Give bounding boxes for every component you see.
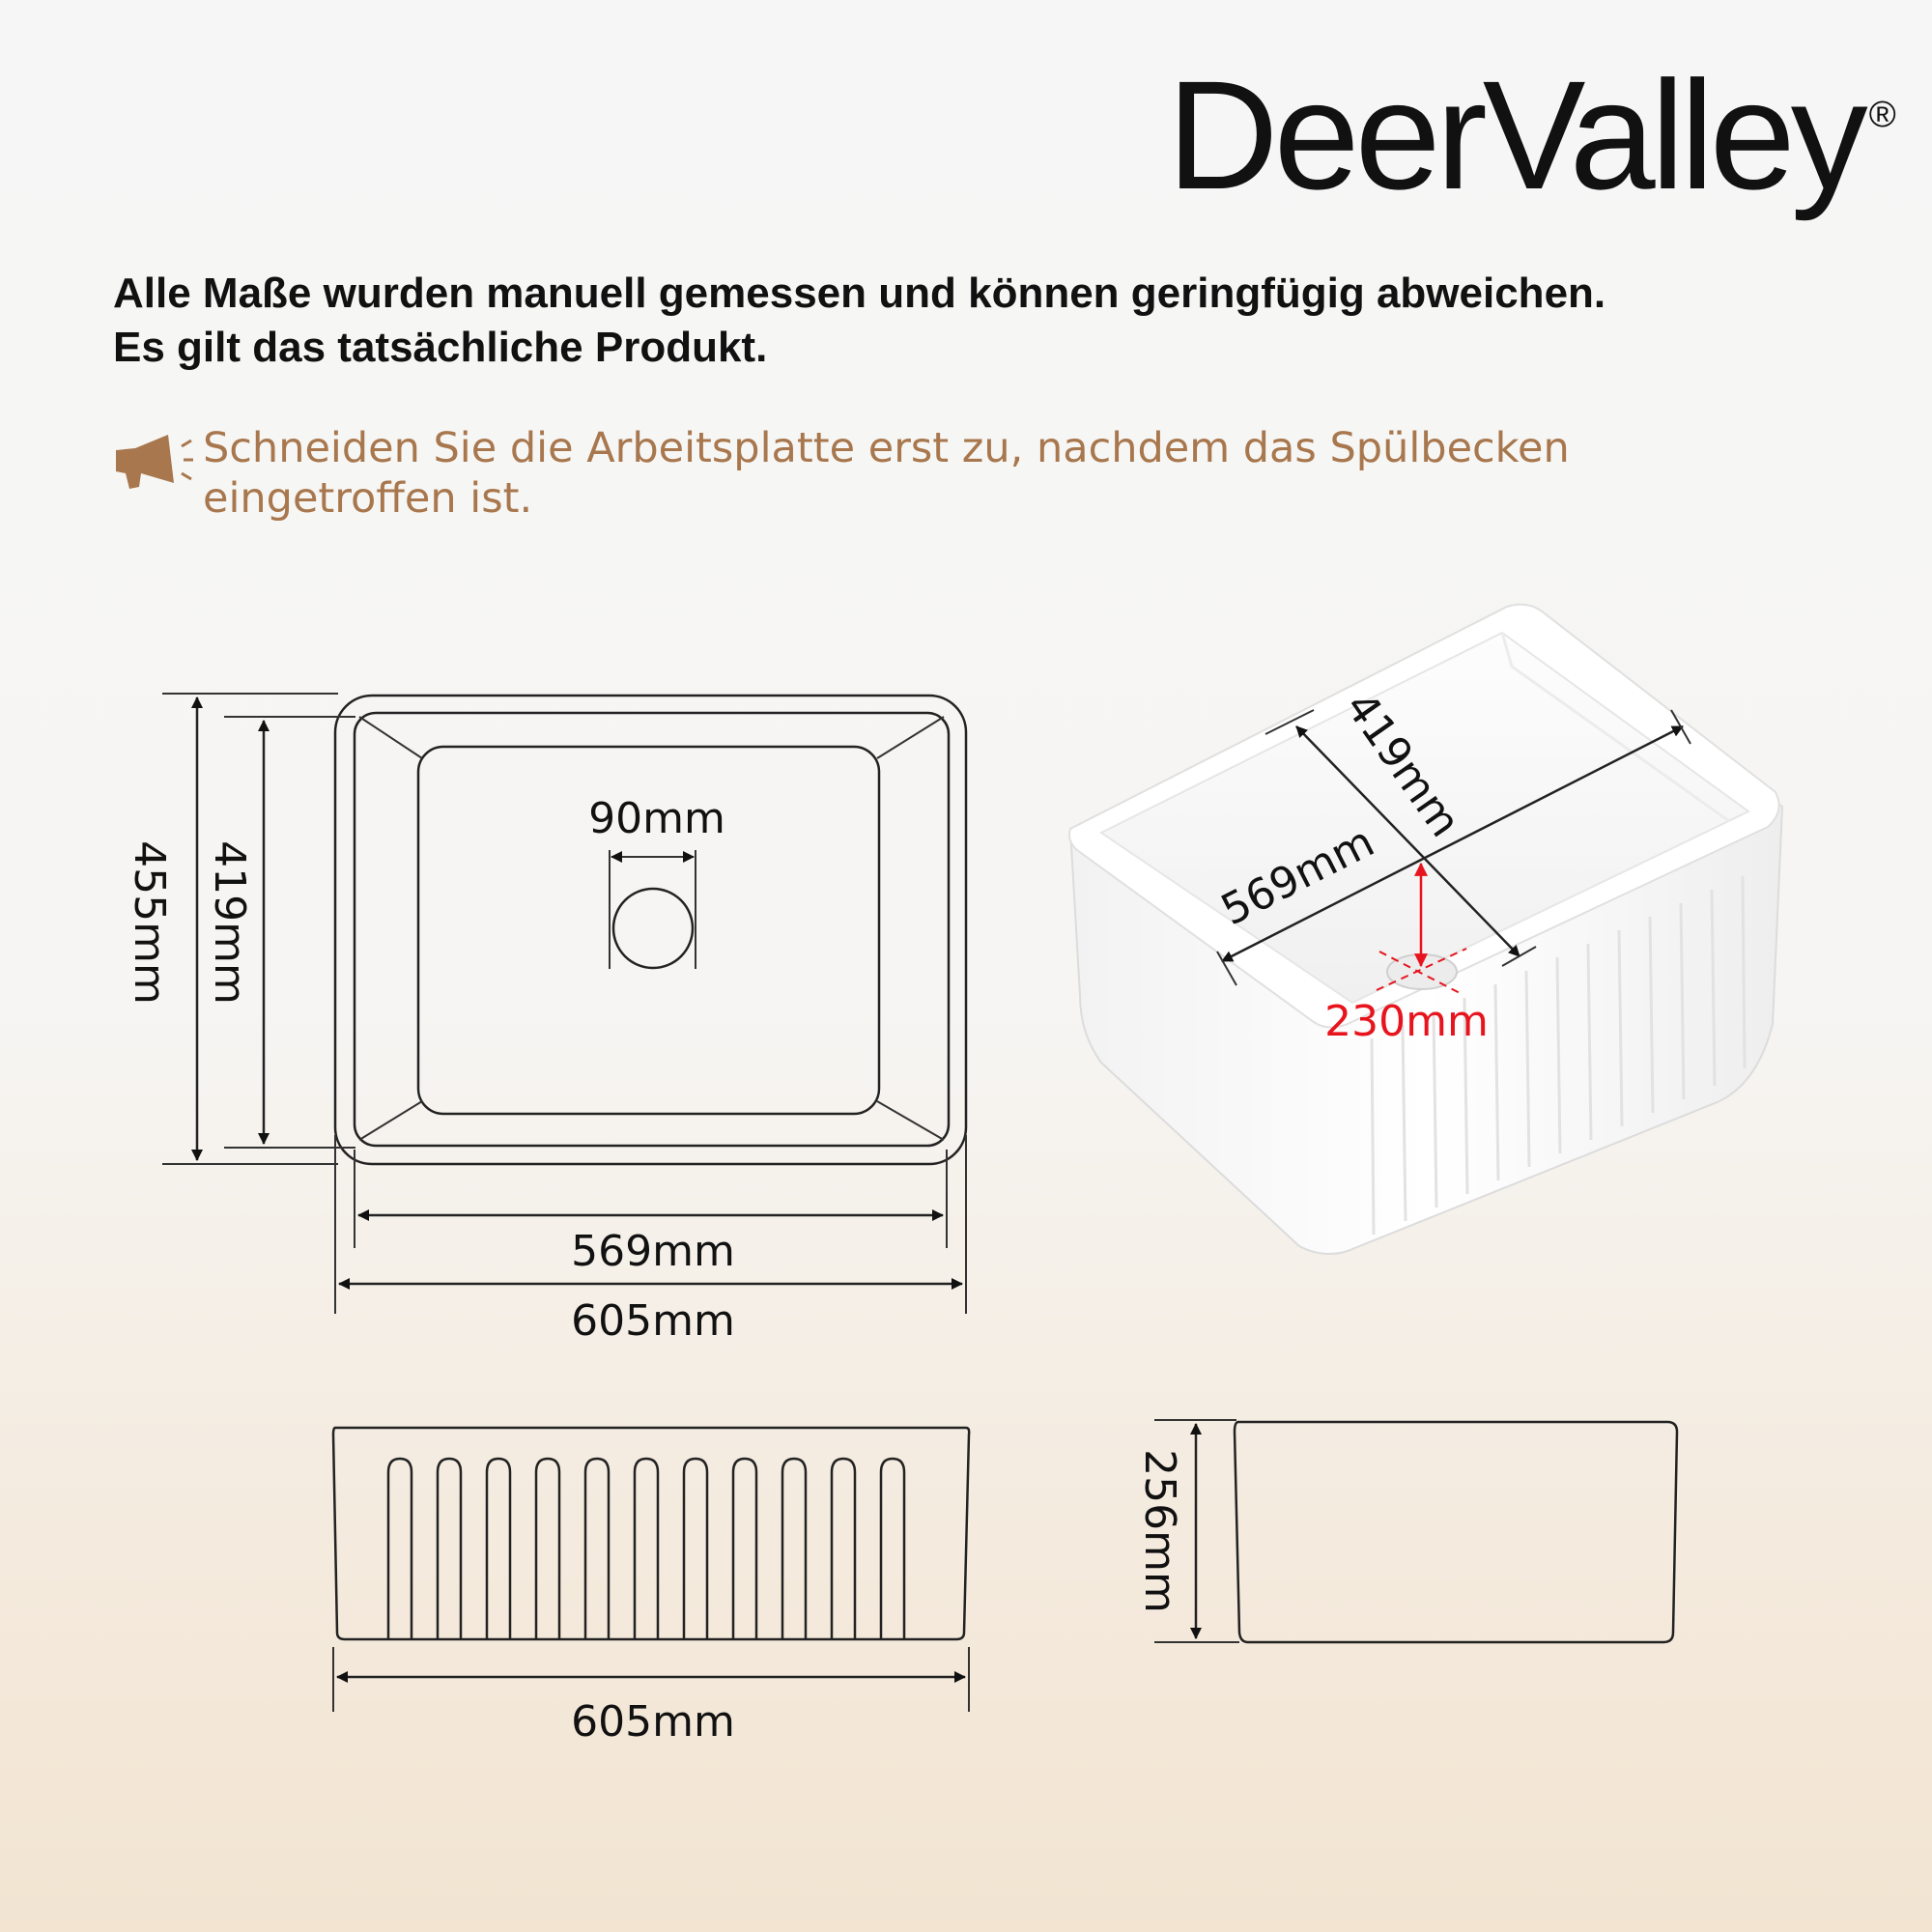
notice-line-1: Schneiden Sie die Arbeitsplatte erst zu, nachdem das Spülbecken	[203, 424, 1570, 472]
perspective-depth-label: 419mm	[1335, 683, 1470, 846]
outer-depth-label: 455mm	[125, 840, 174, 1005]
registered-mark: ®	[1868, 95, 1896, 135]
inner-depth-label: 419mm	[205, 840, 254, 1005]
brand-name: DeerValley	[1167, 48, 1863, 221]
front-flutes	[388, 1459, 904, 1639]
side-height-label: 256mm	[1135, 1449, 1184, 1613]
front-width-label: 605mm	[571, 1697, 735, 1747]
perspective-width-label: 569mm	[1213, 816, 1382, 936]
inner-width-label: 569mm	[571, 1227, 735, 1276]
front-view	[333, 1428, 969, 1747]
outer-rim	[335, 696, 966, 1164]
outer-width-label: 605mm	[571, 1296, 735, 1346]
notice-line-2: eingetroffen ist.	[203, 474, 533, 523]
inner-rim	[355, 713, 949, 1146]
disclaimer-line-2: Es gilt das tatsächliche Produkt.	[113, 324, 768, 371]
top-view	[125, 694, 966, 1346]
side-outline	[1235, 1422, 1677, 1642]
drain-diameter-label: 90mm	[588, 794, 725, 843]
perspective-view	[1069, 605, 1782, 1254]
side-view	[1135, 1420, 1677, 1642]
drain-hole	[613, 889, 693, 968]
disclaimer-line-1: Alle Maße wurden manuell gemessen und können geringfügig abweichen.	[113, 270, 1606, 317]
drain-offset-label: 230mm	[1324, 997, 1489, 1046]
